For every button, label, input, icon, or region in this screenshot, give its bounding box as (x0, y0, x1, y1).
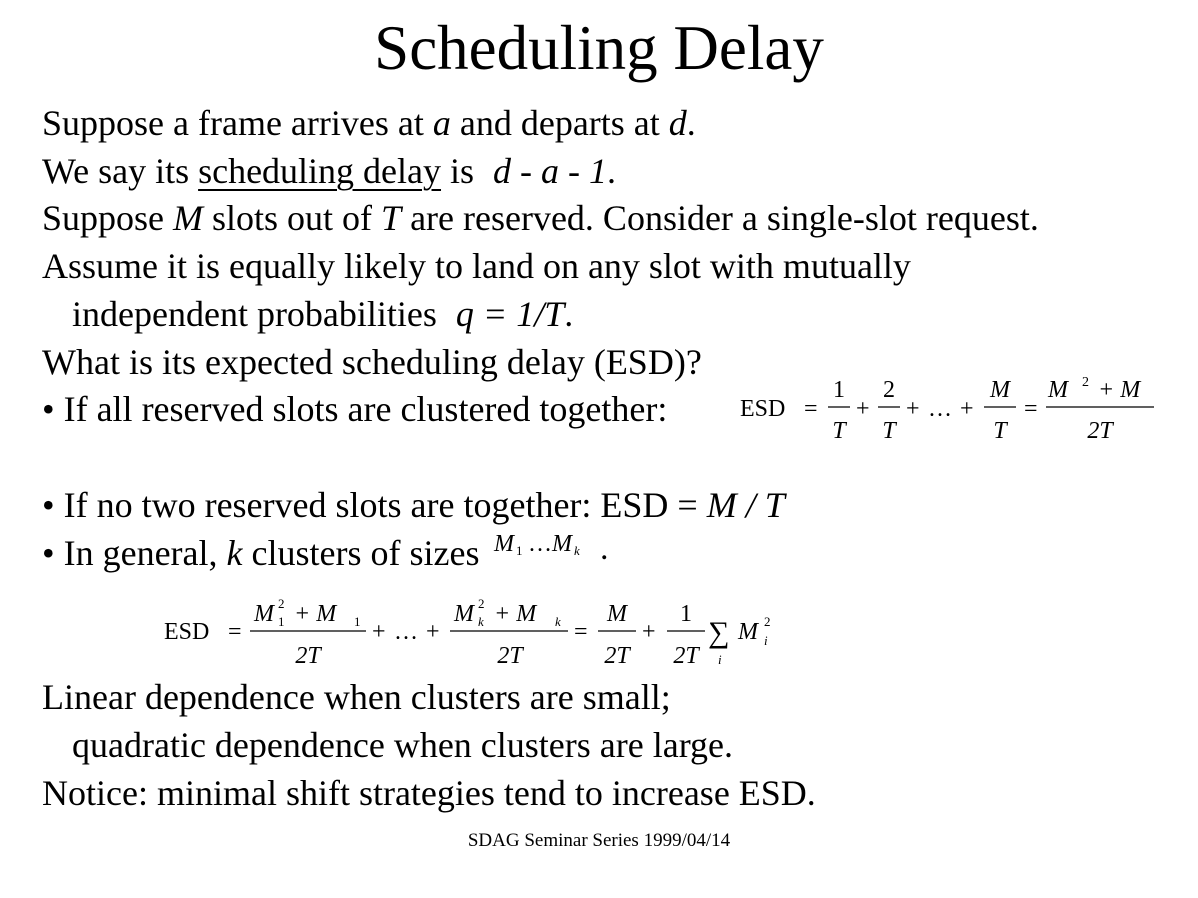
svg-text:1: 1 (680, 601, 692, 627)
svg-text:2: 2 (1082, 375, 1089, 390)
svg-text:+: + (856, 396, 870, 422)
bullet-no-two-together: • If no two reserved slots are together: ESD = M / T (42, 485, 785, 525)
svg-text:i: i (764, 633, 768, 648)
svg-text:2: 2 (883, 377, 895, 403)
svg-text:1: 1 (516, 543, 523, 558)
svg-text:2: 2 (478, 596, 485, 611)
svg-text:M: M (552, 531, 573, 557)
line-arrival: Suppose a frame arrives at a and departs at d. (42, 103, 696, 143)
svg-text:k: k (555, 614, 561, 629)
formula-clustered (740, 372, 1160, 453)
svg-text:+ M: + M (294, 601, 337, 627)
svg-text:2T: 2T (295, 643, 321, 669)
svg-text:1: 1 (354, 614, 361, 629)
svg-text:.: . (600, 531, 609, 565)
formula-general (164, 596, 794, 677)
svg-text:M: M (494, 531, 515, 557)
term-scheduling-delay: scheduling delay (198, 151, 442, 191)
svg-text:2T: 2T (673, 643, 699, 669)
svg-text:ESD: ESD (740, 396, 786, 422)
svg-text:+: + (906, 396, 920, 422)
svg-text:…: … (528, 531, 553, 557)
svg-text:+ M: + M (494, 601, 537, 627)
line-quadratic: quadratic dependence when clusters are large. (72, 725, 734, 765)
svg-text:2T: 2T (497, 643, 523, 669)
line-linear: Linear dependence when clusters are small; (42, 677, 671, 717)
svg-text:M: M (454, 601, 474, 627)
svg-text:=: = (1024, 396, 1038, 422)
svg-text:2: 2 (764, 614, 771, 629)
svg-text:2T: 2T (1087, 418, 1113, 444)
bullet-general: • In general, k clusters of sizes M 1 … M k . (42, 531, 612, 575)
svg-text:2: 2 (278, 596, 285, 611)
svg-text:M: M (738, 619, 758, 645)
slide-title: Scheduling Delay (374, 13, 824, 83)
svg-text:…: … (928, 396, 952, 422)
svg-text:T: T (882, 418, 896, 444)
svg-text:+: + (960, 396, 974, 422)
svg-text:+ M: + M (1098, 377, 1141, 403)
line-question: What is its expected scheduling delay (ESD)? (42, 342, 702, 382)
svg-text:M: M (254, 601, 274, 627)
svg-text:…: … (394, 619, 418, 645)
svg-text:i: i (718, 652, 722, 667)
svg-text:=: = (574, 619, 588, 645)
bullet-clustered: • If all reserved slots are clustered together: (42, 389, 668, 429)
svg-text:M: M (607, 601, 627, 627)
cluster-sizes-formula (490, 531, 612, 565)
svg-text:k: k (574, 543, 581, 558)
line-notice: Notice: minimal shift strategies tend to increase ESD. (42, 773, 816, 813)
svg-text:+: + (426, 619, 440, 645)
svg-text:M: M (990, 377, 1010, 403)
svg-text:T: T (832, 418, 846, 444)
svg-text:M: M (1048, 377, 1068, 403)
svg-text:+: + (642, 619, 656, 645)
svg-text:2T: 2T (604, 643, 630, 669)
svg-text:=: = (228, 619, 242, 645)
svg-text:∑: ∑ (708, 616, 730, 649)
line-probabilities: independent probabilities q = 1/T. (72, 294, 574, 334)
svg-text:+: + (372, 619, 386, 645)
line-definition: We say its scheduling delay is d - a - 1. (42, 151, 617, 191)
line-assume: Assume it is equally likely to land on any slot with mutually (42, 246, 911, 286)
line-reserved: Suppose M slots out of T are reserved. Consider a single-slot request. (42, 198, 1039, 238)
svg-text:k: k (478, 614, 484, 629)
svg-text:=: = (804, 396, 818, 422)
slide-footer: SDAG Seminar Series 1999/04/14 (467, 830, 731, 851)
svg-text:ESD: ESD (164, 619, 210, 645)
svg-text:1: 1 (278, 614, 285, 629)
svg-text:1: 1 (833, 377, 845, 403)
svg-text:T: T (993, 418, 1007, 444)
